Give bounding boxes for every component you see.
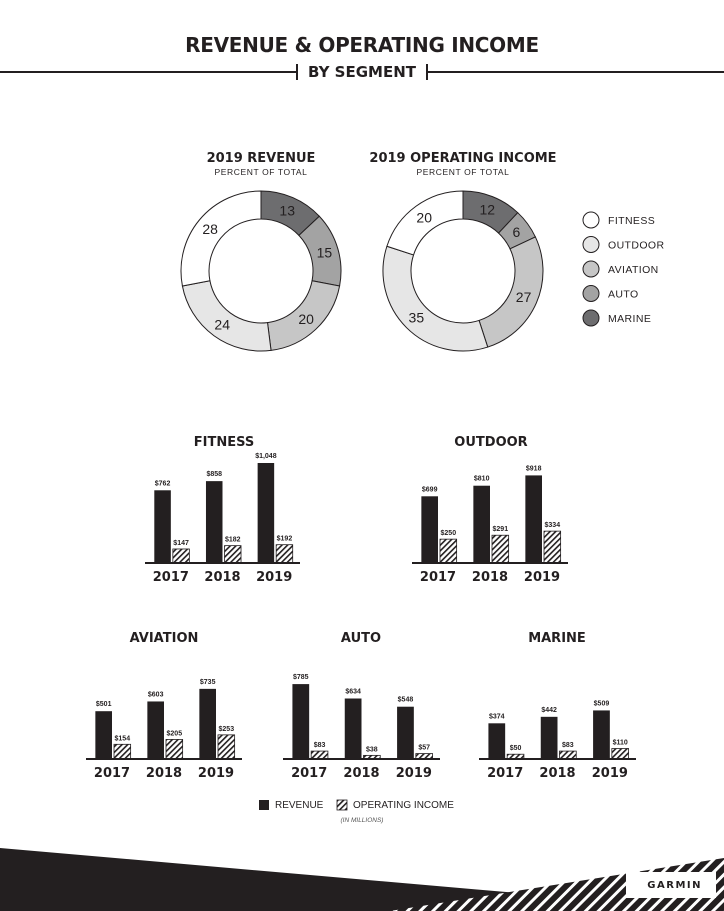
- legend-swatch-operating-income: [337, 800, 347, 810]
- bar-label-auto-revenue-2019: $548: [397, 696, 414, 704]
- bar-marine-revenue-2019: [593, 710, 610, 759]
- bar-title-fitness: FITNESS: [193, 435, 255, 450]
- bar-fitness-revenue-2017: [154, 490, 171, 563]
- legend-units-note: (IN MILLIONS): [340, 817, 384, 824]
- bar-label-aviation-operating-income-2017: $154: [114, 735, 131, 743]
- donut-0-label-marine: 13: [279, 202, 296, 219]
- bar-aviation-revenue-2018: [147, 701, 164, 759]
- bar-label-aviation-operating-income-2019: $253: [218, 725, 235, 733]
- bar-fitness-revenue-2019: [258, 463, 275, 563]
- bar-fitness-revenue-2018: [206, 481, 223, 563]
- bar-year-fitness-2017: 2017: [152, 570, 189, 585]
- legend-label-fitness: FITNESS: [608, 215, 656, 227]
- bar-outdoor-revenue-2017: [421, 496, 438, 563]
- donut-1-slice-outdoor: [383, 246, 488, 351]
- bar-auto-revenue-2017: [292, 684, 309, 759]
- page-title: REVENUE & OPERATING INCOME: [185, 33, 539, 57]
- donut-subtitle-1: PERCENT OF TOTAL: [416, 167, 510, 177]
- bar-aviation-operating-income-2017: [114, 744, 131, 759]
- bar-year-marine-2018: 2018: [539, 766, 576, 781]
- bar-year-outdoor-2017: 2017: [419, 570, 457, 585]
- bar-label-aviation-revenue-2017: $501: [95, 701, 112, 709]
- donut-title-0: 2019 REVENUE: [206, 151, 316, 166]
- legend-swatch-revenue: [259, 800, 269, 810]
- bar-marine-operating-income-2018: [560, 751, 577, 759]
- donut-subtitle-0: PERCENT OF TOTAL: [214, 167, 308, 177]
- bar-aviation-operating-income-2018: [166, 739, 183, 759]
- bar-label-fitness-operating-income-2017: $147: [173, 539, 189, 547]
- bar-label-aviation-operating-income-2018: $205: [166, 730, 183, 738]
- donut-0-label-outdoor: 24: [214, 316, 230, 333]
- bar-label-outdoor-revenue-2017: $699: [421, 486, 438, 494]
- bar-label-outdoor-operating-income-2018: $291: [492, 526, 509, 534]
- bar-year-marine-2019: 2019: [591, 766, 628, 781]
- bar-outdoor-revenue-2019: [525, 475, 542, 563]
- brand-logo: GARMIN: [647, 880, 702, 891]
- bar-year-auto-2018: 2018: [343, 766, 380, 781]
- legend-swatch-outdoor: [583, 237, 599, 253]
- bar-aviation-revenue-2019: [199, 689, 216, 759]
- bar-fitness-operating-income-2017: [173, 549, 190, 563]
- footer-stripes: [0, 820, 724, 911]
- bar-label-marine-revenue-2017: $374: [489, 713, 505, 721]
- bar-auto-revenue-2019: [397, 707, 414, 759]
- donut-1-label-auto: 6: [512, 224, 521, 241]
- bar-label-fitness-revenue-2017: $762: [154, 480, 171, 488]
- bar-label-aviation-revenue-2019: $735: [199, 678, 216, 686]
- donut-0-label-aviation: 20: [298, 311, 314, 328]
- bar-label-marine-revenue-2018: $442: [541, 706, 557, 714]
- bar-outdoor-operating-income-2017: [440, 539, 457, 563]
- donut-0-label-auto: 15: [316, 244, 333, 261]
- bar-auto-operating-income-2017: [311, 751, 328, 759]
- bar-label-outdoor-operating-income-2017: $250: [440, 530, 457, 538]
- bar-fitness-operating-income-2019: [276, 545, 293, 563]
- bar-year-fitness-2018: 2018: [204, 570, 241, 585]
- bar-year-auto-2017: 2017: [291, 766, 328, 781]
- legend-label-operating-income: OPERATING INCOME: [353, 800, 454, 811]
- bar-label-auto-operating-income-2019: $57: [418, 744, 431, 752]
- bar-year-outdoor-2018: 2018: [471, 570, 509, 585]
- donut-title-1: 2019 OPERATING INCOME: [369, 151, 557, 166]
- bar-year-aviation-2019: 2019: [197, 766, 235, 781]
- bar-label-fitness-revenue-2019: $1,048: [255, 453, 277, 460]
- bar-marine-revenue-2018: [541, 717, 558, 759]
- bar-title-auto: AUTO: [340, 631, 382, 646]
- donut-1-label-outdoor: 35: [408, 309, 425, 326]
- bar-title-aviation: AVIATION: [129, 631, 199, 646]
- donut-1-label-fitness: 20: [416, 209, 432, 226]
- legend-label-revenue: REVENUE: [275, 800, 324, 811]
- legend-swatch-auto: [583, 286, 599, 302]
- legend-swatch-marine: [583, 310, 599, 326]
- bar-aviation-revenue-2017: [95, 711, 112, 759]
- bar-marine-revenue-2017: [488, 723, 505, 759]
- bar-year-aviation-2017: 2017: [93, 766, 131, 781]
- bar-label-outdoor-revenue-2018: $810: [473, 475, 490, 483]
- legend-swatch-aviation: [583, 261, 599, 277]
- donut-1-label-marine: 12: [479, 201, 496, 218]
- bar-outdoor-operating-income-2019: [544, 531, 561, 563]
- donut-1-slice-aviation: [479, 237, 543, 347]
- bar-label-outdoor-operating-income-2019: $334: [544, 522, 561, 530]
- bar-title-outdoor: OUTDOOR: [454, 435, 528, 450]
- legend-label-auto: AUTO: [608, 288, 639, 301]
- bar-year-fitness-2019: 2019: [256, 570, 293, 585]
- legend-swatch-fitness: [583, 212, 599, 228]
- bar-outdoor-operating-income-2018: [492, 535, 509, 563]
- donut-1-label-aviation: 27: [515, 289, 532, 306]
- bar-marine-operating-income-2019: [612, 749, 629, 759]
- bar-year-auto-2019: 2019: [395, 766, 432, 781]
- bar-auto-revenue-2018: [345, 699, 362, 759]
- legend-label-aviation: AVIATION: [608, 264, 659, 276]
- bar-fitness-operating-income-2018: [225, 546, 242, 563]
- bar-label-auto-revenue-2018: $634: [345, 688, 361, 696]
- bar-label-fitness-operating-income-2019: $192: [276, 535, 293, 543]
- bar-label-fitness-revenue-2018: $858: [206, 471, 223, 479]
- bar-label-auto-revenue-2017: $785: [293, 674, 309, 682]
- bar-label-marine-operating-income-2017: $50: [509, 745, 522, 753]
- bar-year-outdoor-2019: 2019: [523, 570, 561, 585]
- bar-label-marine-operating-income-2018: $83: [562, 742, 574, 750]
- page-subtitle: BY SEGMENT: [307, 63, 417, 81]
- bar-label-aviation-revenue-2018: $603: [147, 691, 164, 699]
- bar-label-marine-operating-income-2019: $110: [612, 739, 628, 747]
- bar-year-marine-2017: 2017: [487, 766, 524, 781]
- donut-0-slice-fitness: [181, 191, 261, 286]
- bar-label-fitness-operating-income-2018: $182: [224, 536, 241, 544]
- donut-0-label-fitness: 28: [202, 220, 218, 237]
- bar-year-aviation-2018: 2018: [145, 766, 183, 781]
- bar-title-marine: MARINE: [528, 631, 586, 646]
- bar-outdoor-revenue-2018: [473, 486, 490, 563]
- bar-label-marine-revenue-2019: $509: [593, 700, 610, 708]
- legend-label-outdoor: OUTDOOR: [608, 239, 665, 252]
- legend-label-marine: MARINE: [608, 313, 652, 325]
- bar-label-auto-operating-income-2018: $38: [366, 746, 378, 754]
- bar-label-outdoor-revenue-2019: $918: [525, 465, 542, 473]
- bar-label-auto-operating-income-2017: $83: [313, 742, 326, 750]
- bar-aviation-operating-income-2019: [218, 735, 235, 759]
